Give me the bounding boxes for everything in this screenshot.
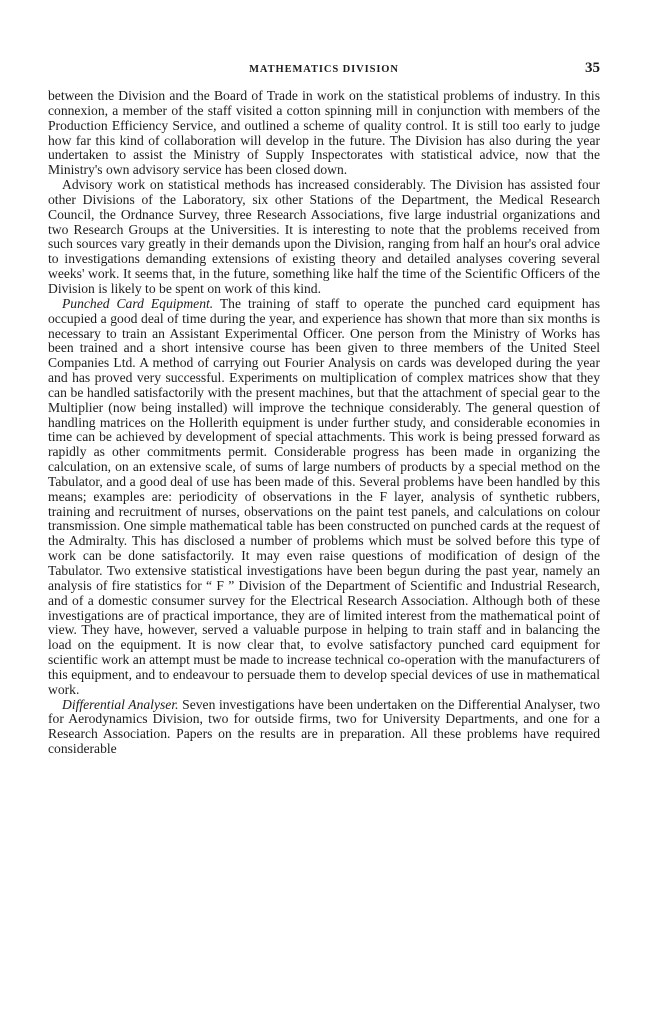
differential-analyser-text: Seven investigations have been undertaken on the Differential Analyser, two for Aerodynamics Division, two for outside firms, two for University Departments, and one for a Research Association. Papers on the results are in preparation. All these problems have required considerable [48,696,601,757]
section-heading-differential-analyser: Differential Analyser. [62,696,179,712]
page-header [48,62,600,84]
running-head: MATHEMATICS DIVISION [249,64,399,75]
paragraph-advisory-work: Advisory work on statistical methods has increased considerably. The Division has assisted four other Divisions of the Laboratory, six other Stations of the Department, the Medical Research Council, the Ordnance Survey, three Research Associations, five large industrial organizations and two Research Groups at the Universities. It is interesting to note that the problems received from such sources vary greatly in their demands upon the Division, ranging from half an hour's oral advice to investigations demanding extensions of existing theory and detailed analyses covering several weeks' work. It seems that, in the future, something like half the time of the Scientific Officers of the Division is likely to be spent on work of this kind. [48,177,600,296]
section-heading-punched-card-equipment: Punched Card Equipment. [62,295,214,311]
page-number: 35 [585,60,600,76]
punched-card-text: The training of staff to operate the punched card equipment has occupied a good deal of time during the year, and experience has shown that more than six months is necessary to train an Assistant Experimental Officer. One person from the Ministry of Works has been trained and a short intensive course has been given to three members of the United Steel Companies Ltd. A method of carrying out Fourier Analysis on cards was developed during the year and has proved very successful. Experiments on multiplication of complex matrices show that they can be handled satisfactorily with the present machines, but that the attachment of special gear to the Multiplier (now being installed) will improve the technique considerably. The general question of handling matrices on the Hollerith equipment is under further study, and considerable economies in time can be achieved by development of special attachments. This work is being pressed forward as rapidly as other commitments permit. Considerable progress has been made in organizing the calculation, on an extensive scale, of sums of large numbers of products by a special method on the Tabulator, and a good deal of use has been made of this. Several problems have been handled by this means; examples are: periodicity of observations in the F layer, analysis of synthetic rubbers, training and recruitment of nurses, observations on the paint test panels, and calculations on colour transmission. One simple mathematical table has been constructed on punched cards at the request of the Admiralty. This has disclosed a number of problems which must be solved before this type of work can be done satisfactorily. It may even raise questions of modification of design of the Tabulator. Two extensive statistical investigations have been begun during the past year, namely an analysis of fire statistics for “ F ” Division of the Department of Scientific and Industrial Research, and of a domestic consumer survey for the Electrical Research Association. Although both of these investigations are of practical importance, they are of limited interest from the mathematical point of view. They have, however, served a valuable purpose in helping to train staff and in balancing the load on the equipment. It is now clear that, to evolve satisfactory punched card equipment for scientific work an attempt must be made to increase technical co-operation with the manufacturers of this equipment, and to endeavour to persuade them to develop special devices of use in mathematical work. [48,295,600,697]
paragraph-differential-analyser [48,698,600,757]
paragraph-punched-card-equipment [48,297,600,698]
paragraph-statistical-problems: between the Division and the Board of Trade in work on the statistical problems of industry. In this connexion, a member of the staff visited a cotton spinning mill in conjunction with members of the Production Efficiency Service, and outlined a scheme of quality control. It is still too early to judge how far this kind of collaboration will develop in the future. The Division has also during the year undertaken to assist the Ministry of Supply Inspectorates with statistical advice, now that the Ministry's own advisory service has been closed down. [48,88,600,178]
body-text [48,89,600,757]
